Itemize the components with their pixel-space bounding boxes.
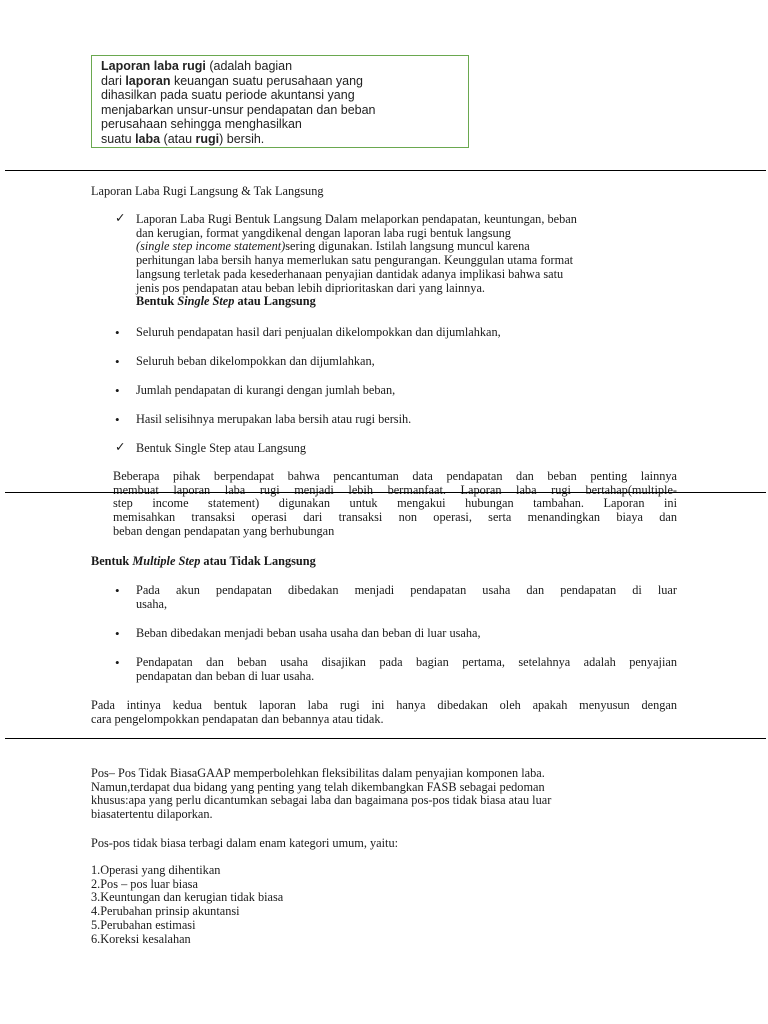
single-step-item: Bentuk Single Step atau Langsung	[136, 441, 307, 455]
summary-paragraph: Pada intinya kedua bentuk laporan laba rugi ini hanya dibedakan oleh apakah menyusun dengan cara pengelompokkan pendapatan dan bebannya atau tidak.	[91, 698, 677, 726]
definition-box: Laporan laba rugi (adalah bagian dari laporan keuangan suatu perusahaan yang dihasilkan pada suatu periode akuntansi yang menjabarkan unsur-unsur pendapatan dan beban perusahaan sehingga menghasilkan suatu laba (atau rugi) bersih.	[91, 55, 469, 148]
list-item: Seluruh pendapatan hasil dari penjualan dikelompokkan dan dijumlahkan,	[136, 325, 501, 339]
multiple-step-intro-paragraph: Beberapa pihak berpendapat bahwa pencantuman data pendapatan dan beban penting lainnya membuat laporan laba rugi menjadi lebih bermanfaat. Laporan laba rugi bertahap(multiple- step income statement) digunakan untuk mengakui hubungan tambahan. Laporan ini memisahkan transaksi operasi dari transaksi non operasi, serta menandingkan biaya dan beban dengan pendapatan yang berhubungan	[113, 469, 677, 538]
checkmark-icon: ✓	[115, 440, 126, 454]
categories-list	[91, 864, 491, 946]
term-laporan-laba-rugi: Laporan laba rugi	[101, 59, 206, 73]
bullet-icon: •	[115, 626, 120, 641]
bullet-icon: •	[115, 383, 120, 398]
list-item: 4.Perubahan prinsip akuntansi	[91, 904, 240, 919]
single-step-paragraph: Laporan Laba Rugi Bentuk Langsung Dalam melaporkan pendapatan, keuntungan, beban dan kerugian, format yangdikenal dengan laporan laba rugi bentuk langsung (single step income statement)sering digunakan. Istilah langsung muncul karena perhitungan laba bersih hanya memerlukan satu pengurangan. Keunggulan utama format langsung terletak pada kesederhanaan penyajian dantidak adanya implikasi bahwa satu jenis pos pendapatan atau beban lebih diprioritaskan dari yang lainnya. Bentuk Single Step atau Langsung	[136, 213, 676, 309]
unusual-items-paragraph: Pos– Pos Tidak BiasaGAAP memperbolehkan fleksibilitas dalam penyajian komponen laba. Namun,terdapat dua bidang yang penting yang telah dikembangkan FASB sebagai pedoman khusus:apa yang perlu dicantumkan sebagai laba dan bagaimana pos-pos tidak biasa atau luar biasatertentu dilaporkan.	[91, 766, 552, 822]
bullet-icon: •	[115, 325, 120, 340]
list-item: 5.Perubahan estimasi	[91, 917, 196, 932]
list-item: Seluruh beban dikelompokkan dan dijumlahkan,	[136, 354, 375, 368]
page-divider	[5, 492, 766, 493]
list-item: Hasil selisihnya merupakan laba bersih atau rugi bersih.	[136, 412, 412, 426]
section-heading: Laporan Laba Rugi Langsung & Tak Langsung	[91, 184, 324, 198]
list-item: Jumlah pendapatan di kurangi dengan jumlah beban,	[136, 383, 396, 397]
list-item: 6.Koreksi kesalahan	[91, 931, 191, 946]
bullet-icon: •	[115, 655, 120, 670]
bullet-icon: •	[115, 412, 120, 427]
bullet-icon: •	[115, 354, 120, 369]
list-item: Beban dibedakan menjadi beban usaha usaha dan beban di luar usaha,	[136, 626, 481, 640]
single-step-subheading: Bentuk Single Step atau Langsung	[136, 294, 316, 309]
list-item: 1.Operasi yang dihentikan	[91, 863, 221, 877]
bullet-icon: •	[115, 583, 120, 598]
list-item: Pendapatan dan beban usaha disajikan pada bagian pertama, setelahnya adalah penyajian pendapatan dan beban di luar usaha.	[136, 655, 677, 683]
categories-intro: Pos-pos tidak biasa terbagi dalam enam kategori umum, yaitu:	[91, 836, 399, 850]
page-divider	[5, 170, 766, 171]
checkmark-icon: ✓	[115, 211, 126, 225]
page-divider	[5, 738, 766, 739]
list-item: 3.Keuntungan dan kerugian tidak biasa	[91, 890, 284, 905]
list-item: Pada akun pendapatan dibedakan menjadi pendapatan usaha dan pendapatan di luar usaha,	[136, 583, 677, 611]
multiple-step-heading: Bentuk Multiple Step atau Tidak Langsung	[91, 554, 316, 568]
list-item: 2.Pos – pos luar biasa	[91, 876, 198, 891]
